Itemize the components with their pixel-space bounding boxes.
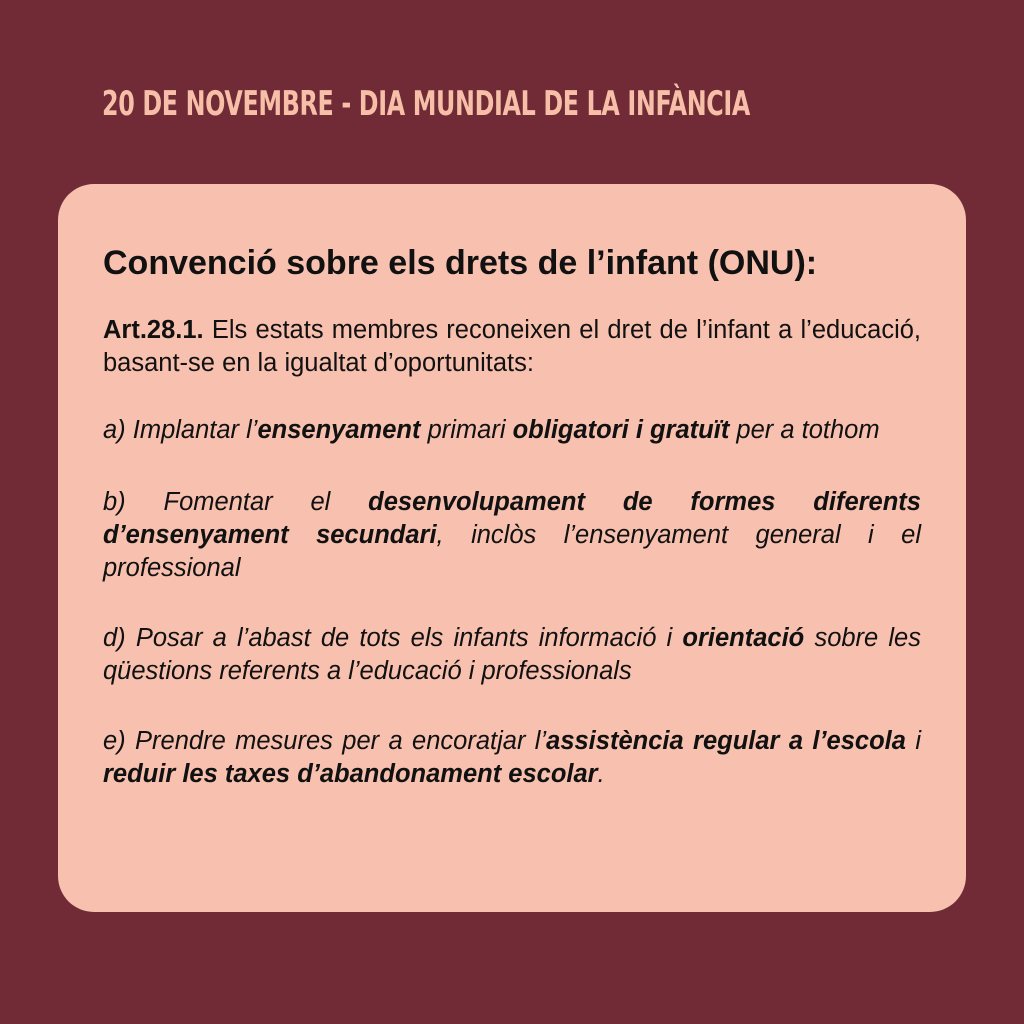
list-item-d <box>103 622 921 688</box>
card-title: Convenció sobre els drets de l’infant (ONU): <box>103 244 818 282</box>
article-paragraph <box>103 314 921 380</box>
item-e-text-2: i <box>905 727 921 755</box>
article-text: Els estats membres reconeixen el dret de l’infant a l’educació, basant-se en la igualtat d’oportunitats: <box>103 316 921 377</box>
item-a-text-1: a) Implantar l’ <box>103 416 258 444</box>
item-b-text-1: b) Fomentar el <box>103 488 369 516</box>
card-content <box>103 242 921 791</box>
item-d-text-2: sobre les qüestions referents a l’educació i professionals <box>103 624 921 685</box>
item-b-bold-1: desenvolupament de formes diferents d’ensenyament secundari <box>103 488 921 549</box>
list-item-a <box>103 414 921 447</box>
item-e-text-3: . <box>597 760 605 788</box>
info-card <box>58 184 966 912</box>
item-e-bold-2: reduir les taxes d’abandonament escolar <box>103 760 598 788</box>
list-item-e <box>103 725 921 791</box>
item-a-bold-1: ensenyament <box>257 416 421 444</box>
item-d-bold-1: orientació <box>682 624 805 652</box>
item-d-text-1: d) Posar a l’abast de tots els infants informació i <box>103 624 683 652</box>
list-item-b <box>103 486 921 585</box>
item-a-text-3: per a tothom <box>729 416 880 444</box>
item-b-text-2: , inclòs l’ensenyament general i el professional <box>103 521 921 582</box>
item-a-text-2: primari <box>420 416 513 444</box>
item-e-bold-1: assistència regular a l’escola <box>546 727 906 755</box>
article-ref: Art.28.1. <box>103 316 204 344</box>
page-header-title: 20 DE NOVEMBRE - DIA MUNDIAL DE LA INFÀNCIA <box>102 84 750 124</box>
item-e-text-1: e) Prendre mesures per a encoratjar l’ <box>103 727 547 755</box>
item-a-bold-2: obligatori i gratuït <box>512 416 730 444</box>
